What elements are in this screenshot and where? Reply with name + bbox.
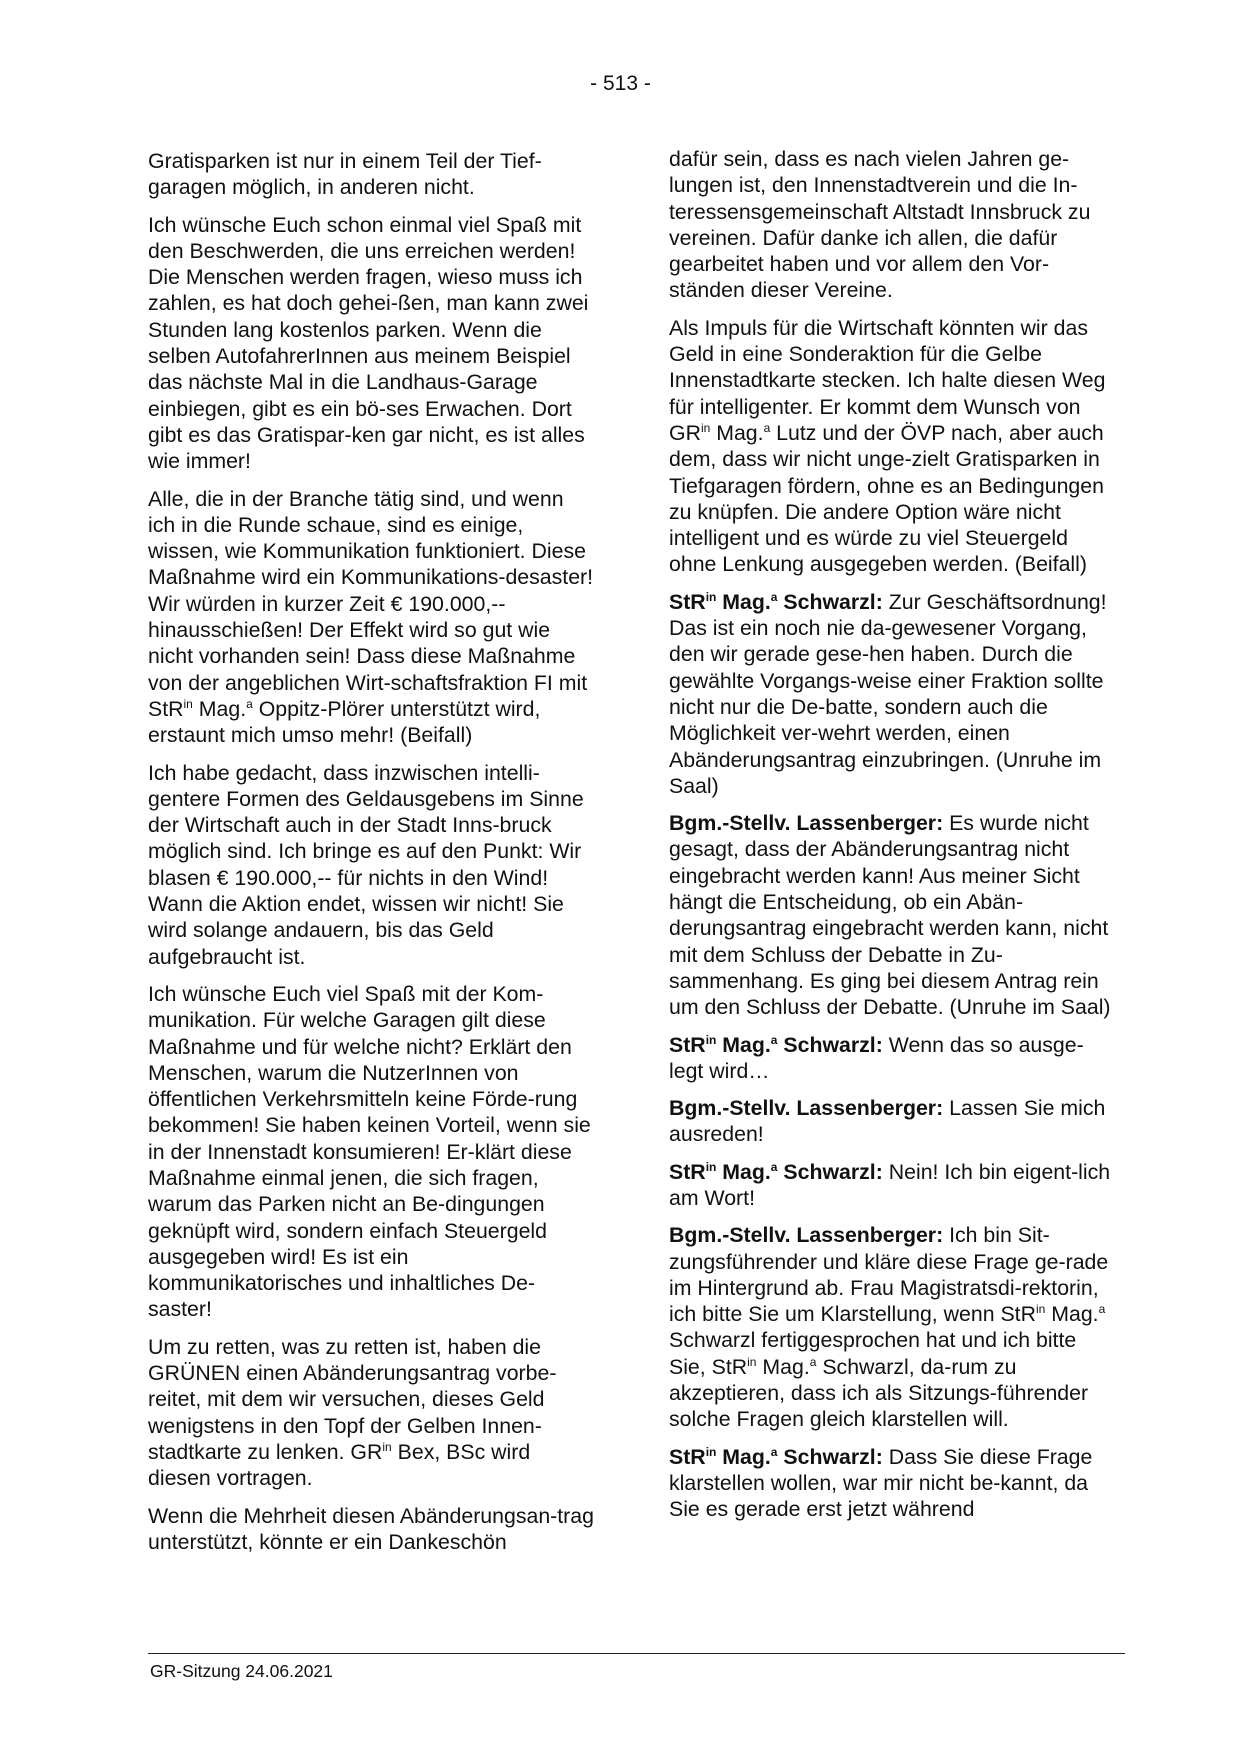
speech-schwarzl — [669, 1032, 1116, 1085]
paragraph: Ich habe gedacht, dass inzwischen intelli-gentere Formen des Geldausgebens im Sinne der Wirtschaft auch in der Stadt Inns-bruck möglich sind. Ich bringe es auf den Punkt: Wir blasen € 190.000,-- für nichts in den Wind! Wann die Aktion endet, wissen wir nicht! Sie wird solange andauern, bis das Geld aufgebraucht ist. — [148, 760, 584, 969]
speech-text: Zur Geschäftsordnung! Das ist ein noch nie da-gewesener Vorgang, den wir gerade gese-hen haben. Durch die gewählte Vorgangs-weise einer Fraktion sollte nicht nur die De-batte, sondern auch die Möglichkeit ver-wehrt werden, einen Abänderungsantrag einzubringen. (Unruhe im Saal) — [669, 589, 1107, 798]
speech-text: Dass Sie diese Frage klarstellen wollen, war mir nicht be-kannt, da Sie es gerade erst jetzt während — [669, 1444, 1093, 1522]
paragraph: dafür sein, dass es nach vielen Jahren ge-lungen ist, den Innenstadtverein und die In-teressensgemeinschaft Altstadt Innsbruck zu vereinen. Dafür danke ich allen, die dafür gearbeitet haben und vor allem den Vor-ständen dieser Vereine. — [669, 147, 1091, 303]
speech-text: Nein! Ich bin eigent-lich am Wort! — [669, 1159, 1111, 1210]
superscript: a — [246, 696, 253, 711]
speaker-name: Bgm.-Stellv. Lassenberger: — [669, 811, 944, 836]
text: Um zu retten, was zu retten ist, haben die GRÜNEN einen Abänderungsantrag vorbe-reitet, mit dem wir versuchen, dieses Geld wenigstens in den Topf der Gelben Innen-stadtkarte zu lenken. GR — [148, 1334, 557, 1464]
speaker-name: StR$^{in}$ Mag.$^a$ Schwarzl: — [669, 589, 883, 614]
speech-lassenberger — [669, 1095, 1116, 1148]
paragraph: Gratisparken ist nur in einem Teil der Tief-garagen möglich, in anderen nicht. — [148, 149, 542, 200]
speech-lassenberger — [669, 810, 1116, 1020]
speech-text: Ich bin Sit-zungsführender und kläre diese Frage ge-rade im Hintergrund ab. Frau Magistratsdi-rektorin, ich bitte Sie um Klarstellung, wenn StR$^{in}$ Mag.$^a$ Schwarzl fertiggesprochen hat und ich bitte Sie, StR$^{in}$ Mag.$^a$ Schwarzl, da-rum zu akzeptieren, dass ich als Sitzungs-führender solche Fragen gleich klarstellen will. — [669, 1223, 1109, 1432]
paragraph — [669, 315, 1116, 578]
right-column — [669, 146, 1116, 1534]
speaker-name: StR$^{in}$ Mag.$^a$ Schwarzl: — [669, 1032, 883, 1057]
speaker-name: StR$^{in}$ Mag.$^a$ Schwarzl: — [669, 1444, 883, 1469]
text: Bex, BSc wird diesen vortragen. — [148, 1439, 531, 1491]
text: Alle, die in der Branche tätig sind, und wenn ich in die Runde schaue, sind es einige, wissen, wie Kommunikation funktioniert. Diese Maßnahme wird ein Kommunikations-desaster! Wir würden in kurzer Zeit € 190.000,-- hinausschießen! Der Effekt wird so gut wie nicht vorhanden sein! Dass diese Maßnahme von der angeblichen Wirt-schaftsfraktion FI mit StR — [148, 486, 594, 721]
text: Oppitz-Plörer unterstützt wird, erstaunt mich umso mehr! (Beifall) — [148, 696, 541, 748]
page-number: - 513 - — [590, 72, 651, 95]
speech-text: Lassen Sie mich ausreden! — [669, 1096, 1106, 1147]
superscript: a — [763, 420, 771, 435]
speech-schwarzl — [669, 589, 1116, 799]
speech-text: Wenn das so ausge-legt wird… — [669, 1032, 1084, 1083]
paragraph: Wenn die Mehrheit diesen Abänderungsan-trag unterstützt, könnte er ein Dankeschön — [148, 1503, 594, 1554]
speech-text: Es wurde nicht gesagt, dass der Abänderungsantrag nicht eingebracht werden kann! Aus meiner Sicht hängt die Entscheidung, ob ein Abän-derungsantrag eingebracht werden kann, nicht mit dem Schluss der Debatte in Zu-sammenhang. Es ging bei diesem Antrag rein um den Schluss der Debatte. (Unruhe im Saal) — [669, 811, 1111, 1020]
speech-lassenberger — [669, 1222, 1116, 1432]
text: Als Impuls für die Wirtschaft könnten wir das Geld in eine Sonderaktion für die Gelbe Innenstadtkarte stecken. Ich halte diesen Weg für intelligenter. Er kommt dem Wunsch von GR — [669, 315, 1106, 445]
speaker-name: StR$^{in}$ Mag.$^a$ Schwarzl: — [669, 1159, 883, 1184]
left-column — [148, 148, 595, 1566]
paragraph: Ich wünsche Euch viel Spaß mit der Kom-munikation. Für welche Garagen gilt diese Maßnahme und für welche nicht? Erklärt den Menschen, warum die NutzerInnen von öffentlichen Verkehrsmitteln keine Förde-rung bekommen! Sie haben keinen Vorteil, wenn sie in der Innenstadt konsumieren! Er-klärt diese Maßnahme einmal jenen, die sich fragen, warum das Parken nicht an Be-dingungen geknüpft wird, sondern einfach Steuergeld ausgegeben wird! Es ist ein kommunikatorisches und inhaltliches De-saster! — [148, 981, 591, 1322]
speech-schwarzl — [669, 1444, 1116, 1523]
paragraph — [148, 1334, 595, 1492]
text: Lutz und der ÖVP nach, aber auch dem, dass wir nicht unge-zielt Gratisparken in Tiefgaragen fördern, ohne es an Bedingungen zu knüpfen. Die andere Option wäre nicht intelligent und es würde zu viel Steuergeld ohne Lenkung ausgegeben werden. (Beifall) — [669, 420, 1104, 577]
footer-session-date: GR-Sitzung 24.06.2021 — [150, 1661, 333, 1681]
superscript: in — [183, 696, 193, 711]
superscript: in — [382, 1439, 392, 1454]
speaker-name: Bgm.-Stellv. Lassenberger: — [669, 1096, 944, 1121]
text: Mag. — [192, 696, 247, 721]
superscript: in — [700, 420, 711, 435]
footer-divider — [148, 1653, 1125, 1654]
text: Mag. — [710, 420, 764, 445]
speaker-name: Bgm.-Stellv. Lassenberger: — [669, 1223, 944, 1248]
speech-schwarzl — [669, 1159, 1116, 1212]
paragraph: Ich wünsche Euch schon einmal viel Spaß mit den Beschwerden, die uns erreichen werden! Die Menschen werden fragen, wieso muss ich zahlen, es hat doch gehei-ßen, man kann zwei Stunden lang kostenlos parken. Wenn die selben AutofahrerInnen aus meinem Beispiel das nächste Mal in die Landhaus-Garage einbiegen, gibt es ein bö-ses Erwachen. Dort gibt es das Gratispar-ken gar nicht, es ist alles wie immer! — [148, 212, 589, 474]
paragraph — [148, 486, 595, 749]
